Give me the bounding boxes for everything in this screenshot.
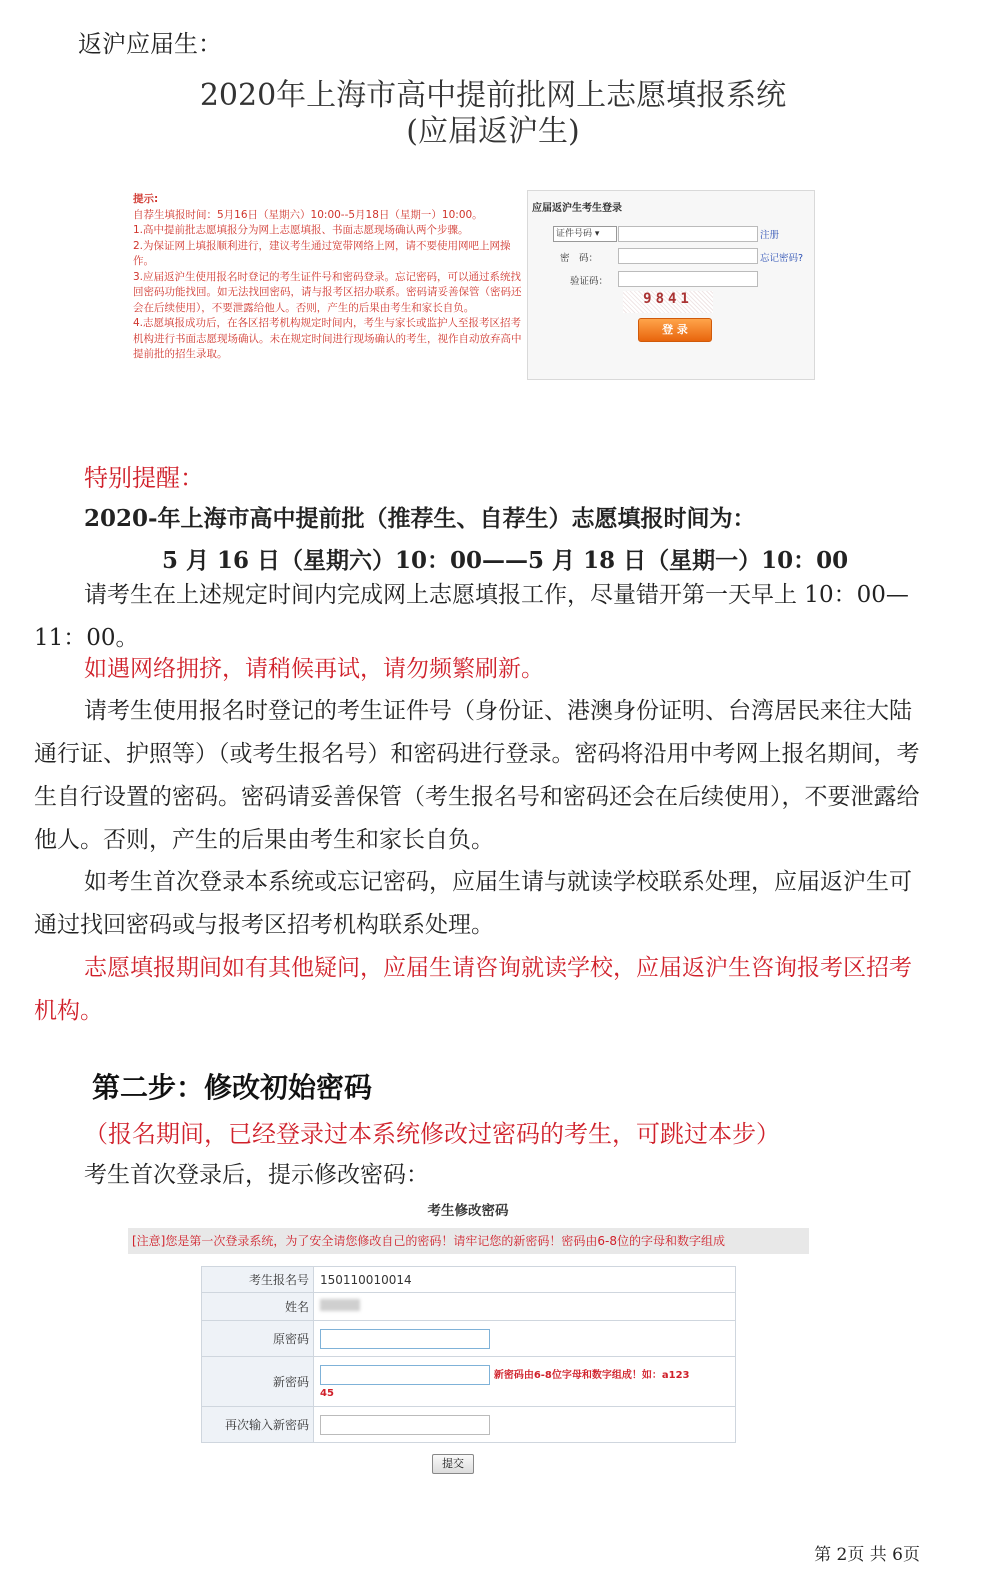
- password-label: 密 码：: [560, 253, 599, 264]
- chevron-down-icon: ▾: [594, 229, 600, 239]
- old-password-input[interactable]: [320, 1329, 490, 1349]
- captcha-input[interactable]: [618, 271, 758, 287]
- notice-time-line: 2020-年上海市高中提前批（推荐生、自荐生）志愿填报时间为：: [84, 505, 756, 532]
- registration-number-value: 150110010014: [314, 1267, 736, 1293]
- confirm-password-input[interactable]: [320, 1415, 490, 1435]
- login-panel: [527, 190, 815, 380]
- tips-line: 1.高中提前批志愿填报分为网上志愿填报、书面志愿现场确认两个步骤。: [133, 224, 469, 236]
- paragraph: 请考生使用报名时登记的考生证件号（身份证、港澳身份证明、台湾居民来往大陆通行证、护照等）（或考生报名号）和密码进行登录。密码将沿用中考网上报名期间，考生自行设置的密码。密码请妥善保管（考生报名号和密码还会在后续使用），不要泄露给他人。否则，产生的后果由考生和家长自负。: [34, 698, 920, 853]
- login-title: 应届返沪生考生登录: [532, 203, 622, 214]
- tips-line: 3.应届返沪生使用报名时登记的考生证件号和密码登录。忘记密码，可以通过系统找回密码功能找回。如无法找回密码，请与报考区招办联系。密码请妥善保管（密码还会在后续使用），不要泄露给他人。否则，产生的后果由考生和家长自负。: [133, 270, 522, 314]
- submit-button[interactable]: 提交: [432, 1454, 474, 1474]
- change-password-title: 考生修改密码: [427, 1203, 509, 1219]
- step2-title: 第二步：修改初始密码: [92, 1071, 373, 1104]
- new-password-hint-cont: 45: [320, 1387, 334, 1399]
- register-link[interactable]: 注册: [760, 230, 780, 241]
- paragraph: 请考生在上述规定时间内完成网上志愿填报工作，尽量错开第一天早上 10：00—11：00。: [34, 582, 909, 651]
- new-password-hint: 新密码由6-8位字母和数字组成！如：a123: [493, 1369, 690, 1381]
- id-type-select[interactable]: [553, 226, 617, 242]
- tips-panel: [133, 192, 523, 397]
- first-login-notice: [注意]您是第一次登录系统，为了安全请您修改自己的密码！请牢记您的新密码！密码由6-8位的字母和数字组成: [128, 1228, 809, 1254]
- blurred-name: [320, 1299, 360, 1311]
- step2-description: 考生首次登录后，提示修改密码：: [84, 1162, 429, 1188]
- captcha-image[interactable]: 9841: [623, 291, 713, 313]
- tips-line: 自荐生填报时间：5月16日（星期六）10:00--5月18日（星期一）10:00。: [133, 208, 483, 221]
- id-type-value: 证件号码: [556, 229, 593, 239]
- system-subtitle: (应届返沪生): [406, 114, 580, 149]
- paragraph-red: 志愿填报期间如有其他疑问，应届生请咨询就读学校，应届返沪生咨询报考区招考机构。: [34, 955, 912, 1024]
- notice-time-range: 5 月 16 日（星期六）10：00——5 月 18 日（星期一）10：00: [162, 547, 849, 574]
- section-heading: 返沪应届生：: [78, 30, 222, 58]
- system-title: 2020年上海市高中提前批网上志愿填报系统: [199, 78, 787, 113]
- change-password-form: [201, 1266, 736, 1443]
- special-notice-title: 特别提醒：: [84, 464, 204, 492]
- field-label: 原密码: [202, 1321, 314, 1357]
- login-button[interactable]: 登 录: [638, 318, 712, 342]
- forgot-password-link[interactable]: 忘记密码?: [760, 253, 804, 264]
- tips-heading: 提示:: [133, 193, 159, 205]
- paragraph-red: 如遇网络拥挤，请稍候再试，请勿频繁刷新。: [84, 656, 544, 682]
- name-value: [314, 1293, 736, 1321]
- field-label: 新密码: [202, 1357, 314, 1407]
- id-number-input[interactable]: [618, 226, 758, 242]
- field-label: 再次输入新密码: [202, 1407, 314, 1443]
- tips-line: 4.志愿填报成功后，在各区招考机构规定时间内，考生与家长或监护人至报考区招考机构进行书面志愿现场确认。未在规定时间进行现场确认的考生，视作自动放弃高中提前批的招生录取。: [133, 317, 522, 360]
- tips-line: 2.为保证网上填报顺利进行，建议考生通过宽带网络上网，请不要使用网吧上网操作。: [133, 239, 511, 267]
- field-label: 考生报名号: [202, 1267, 314, 1293]
- page-footer: 第 2页 共 6页: [814, 1545, 920, 1565]
- field-label: 姓名: [202, 1293, 314, 1321]
- password-input[interactable]: [618, 248, 758, 264]
- step2-note: （报名期间，已经登录过本系统修改过密码的考生，可跳过本步）: [84, 1120, 780, 1148]
- paragraph: 如考生首次登录本系统或忘记密码，应届生请与就读学校联系处理，应届返沪生可通过找回密码或与报考区招考机构联系处理。: [34, 869, 912, 938]
- captcha-label: 验证码：: [570, 276, 609, 287]
- new-password-input[interactable]: [320, 1365, 490, 1385]
